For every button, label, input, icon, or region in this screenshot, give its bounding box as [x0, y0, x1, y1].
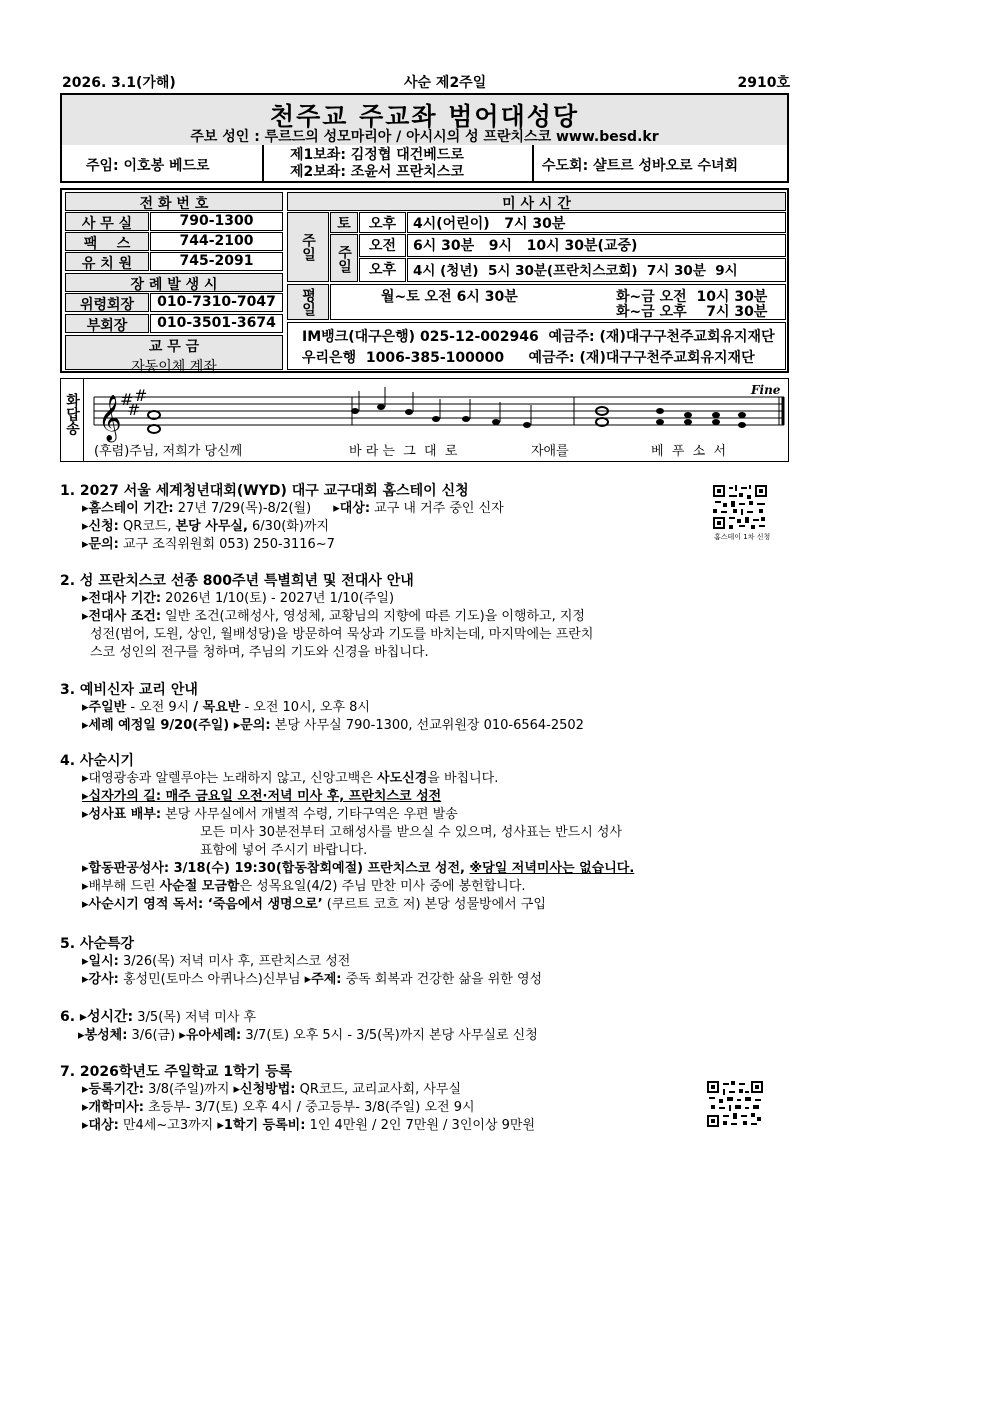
offering-sub: 자동이체 계좌 [131, 359, 217, 375]
bank-2: 우리은행 1006-385-100000 예금주: (재)대구구천주교회유지재단 [302, 350, 755, 366]
title-bar [62, 95, 787, 147]
vice-label: 부회장 [65, 314, 149, 333]
notice-1-l3b: 교구 조직위원회 053) 250-3116~7 [118, 537, 335, 552]
notice-7-title: 7. 2026학년도 주일학교 1학기 등록 [60, 1064, 293, 1080]
notice-4 [60, 752, 634, 914]
sun-pm-times: 4시 (청년) 5시 30분(프란치스코회) 7시 30분 9시 [407, 258, 786, 282]
offering-heading: 교 무 금 [148, 339, 200, 355]
sun-label: 주일 [336, 245, 352, 273]
notice-1-l2d: 6/30(화)까지 [247, 519, 330, 534]
notice-2-l1a: ▸전대사 기간: [82, 591, 162, 606]
sisters-cell [532, 145, 787, 181]
sharp-3: # [134, 386, 148, 405]
notice-5-l2c: ▸주제: [304, 972, 342, 987]
notice-1-title: 1. 2027 서울 세계청년대회(WYD) 대구 교구대회 홈스테이 신청 [60, 483, 469, 499]
notice-2-l4: 스코 성인의 전구를 청하며, 주님의 기도와 신경을 바칩니다. [90, 645, 429, 660]
notes [148, 387, 746, 433]
pastor-cell [62, 145, 264, 181]
sun-label-box [330, 234, 358, 282]
notice-3 [60, 681, 584, 735]
info-panel [60, 188, 789, 373]
church-header [60, 93, 789, 183]
notice-4-l1c: 을 바칩니다. [427, 771, 499, 786]
notice-7-l1a: ▸등록기간: [82, 1082, 144, 1097]
notice-5 [60, 935, 542, 989]
notice-4-l4: 모든 미사 30분전부터 고해성사를 받으실 수 있으며, 성사표는 반드시 성사 [200, 825, 623, 840]
lyric-4: 베 푸 소 서 [651, 444, 727, 459]
notice-4-l8b: (쿠르트 코흐 저) 본당 성물방에서 구입 [322, 897, 546, 912]
notice-2 [60, 572, 593, 662]
psalm-label: 화답송 [64, 393, 80, 435]
notice-4-l5: 표함에 넣어 주시기 바랍니다. [200, 843, 368, 858]
qr-code-homestay[interactable] [711, 483, 769, 531]
assistant-2: 제2보좌: 조윤서 프란치스코 [290, 164, 464, 180]
notice-4-l7a: ▸배부해 드린 [82, 879, 160, 894]
weekday-label-box [287, 284, 329, 320]
notice-2-l3: 성전(범어, 도원, 상인, 월배성당)을 방문하여 묵상과 기도를 바치는데, 마지막에는 프란치 [90, 627, 594, 642]
notice-3-l2b: 본당 사무실 790-1300, 선교위원장 010-6564-2502 [270, 718, 584, 733]
pastor: 주임: 이호봉 베드로 [86, 158, 210, 174]
notice-1-l2a: ▸신청: [82, 519, 119, 534]
phones-heading: 전 화 번 호 [65, 192, 283, 211]
notice-4-title: 4. 사순시기 [60, 753, 135, 769]
notice-4-l8a: ▸사순시기 영적 독서: ‘죽음에서 생명으로’ [82, 897, 323, 912]
notice-6-l1b: 3/6(금) [127, 1028, 180, 1043]
notice-1-l1b: 27년 7/29(목)-8/2(월) [173, 501, 312, 516]
bulletin-date: 2026. 3.1(가해) [62, 75, 176, 91]
notice-2-l2a: ▸전대사 조건: [82, 609, 162, 624]
notice-3-l2a: ▸세례 예정일 9/20(주일) ▸문의: [82, 718, 271, 733]
notice-3-l1d: - 오전 10시, 오후 8시 [240, 700, 370, 715]
notice-3-l1c: / 목요반 [193, 700, 241, 715]
office-phone: 790-1300 [150, 212, 283, 231]
liturgical-season: 사순 제2주일 [404, 75, 487, 91]
notice-5-l2d: 중독 회복과 건강한 삶을 위한 영성 [341, 972, 543, 987]
religious-order: 수도회: 샬트르 성바오로 수녀회 [542, 158, 739, 174]
vice-phone: 010-3501-3674 [150, 314, 283, 333]
sharp-2: # [127, 400, 141, 419]
mass-heading: 미 사 시 간 [287, 192, 786, 211]
notice-6-t2: 3/5(목) 저녁 미사 후 [133, 1010, 257, 1025]
bank-accounts [287, 322, 786, 370]
notice-7-l2b: 초등부- 3/7(토) 오후 4시 / 중고등부- 3/8(주일) 오전 9시 [143, 1100, 475, 1115]
sat-pm-label: 오후 [359, 212, 406, 233]
notice-7-l1d: QR코드, 교리교사회, 사무실 [295, 1082, 462, 1097]
notice-3-l1b: - 오전 9시 [126, 700, 194, 715]
notice-6 [60, 1008, 538, 1045]
notice-1-l3a: ▸문의: [82, 537, 119, 552]
notice-1-l2b: QR코드, [118, 519, 176, 534]
notice-3-title: 3. 예비신자 교리 안내 [60, 682, 198, 698]
sun-am-times: 6시 30분 9시 10시 30분(교중) [407, 234, 786, 257]
kinder-label: 유 치 원 [65, 252, 149, 271]
sharp-1: # [120, 390, 134, 409]
notice-5-l1a: ▸일시: [82, 954, 119, 969]
lyric-1: (후렴)주님, 저희가 당신께 [94, 444, 243, 459]
notice-7-l3c: ▸1학기 등록비: [217, 1118, 306, 1133]
notice-1-l1a: ▸홈스테이 기간: [82, 501, 174, 516]
qr-code-sunday-school[interactable] [707, 1081, 763, 1127]
notice-7-l3d: 1인 4만원 / 2인 7만원 / 3인이상 9만원 [305, 1118, 536, 1133]
weekday-left: 월~토 오전 6시 30분 [381, 289, 518, 305]
clergy-row [62, 145, 787, 181]
date-line [62, 72, 790, 92]
sat-label: 토 [330, 212, 358, 233]
notice-2-l1b: 2026년 1/10(토) - 2027년 1/10(주일) [161, 591, 395, 606]
notice-2-l2b: 일반 조건(고해성사, 영성체, 교황님의 지향에 따른 기도)을 이행하고, 지정 [161, 609, 585, 624]
sat-times: 4시(어린이) 7시 30분 [407, 212, 786, 233]
notice-4-l6b: 3/18(수) 19:30(합동참회예절) 프란치스코 성전, [169, 861, 470, 876]
notice-6-l1c: ▸유아세례: [179, 1028, 242, 1043]
responsorial-psalm [60, 378, 789, 462]
treble-clef: 𝄞 [98, 395, 122, 441]
patron-saints: 주보 성인 : 루르드의 성모마리아 / 아시시의 성 프란치스코 www.besd.kr [190, 129, 659, 145]
funeral-heading: 장 례 발 생 시 [65, 273, 283, 292]
fax-number: 744-2100 [150, 232, 283, 251]
notice-5-title: 5. 사순특강 [60, 936, 135, 952]
weekday-right-1: 화~금 오전 10시 30분 [616, 289, 768, 305]
notice-6-l1d: 3/7(토) 오후 5시 - 3/5(목)까지 본당 사무실로 신청 [241, 1028, 538, 1043]
notice-4-l6c: ※당일 저녁미사는 없습니다. [469, 861, 635, 876]
notice-5-l2b: 홍성민(토마스 아퀴나스)신부님 [118, 972, 305, 987]
psalm-label-box [61, 379, 84, 461]
issue-number: 2910호 [737, 75, 790, 91]
fine-mark: Fine [751, 383, 781, 397]
notice-1-l2c: 본당 사무실, [175, 519, 248, 534]
notice-4-l3a: ▸성사표 배부: [82, 807, 162, 822]
sunday-label-box [287, 212, 329, 282]
notice-7-l1b: 3/8(주일)까지 [143, 1082, 234, 1097]
sun-am-label: 오전 [359, 234, 406, 257]
notice-4-l3b: 본당 사무실에서 개별적 수령, 기타구역은 우편 발송 [161, 807, 458, 822]
notice-7-l3a: ▸대상: [82, 1118, 119, 1133]
notice-4-l7b: 사순절 모금함 [159, 879, 240, 894]
notice-5-l1b: 3/26(목) 저녁 미사 후, 프란치스코 성전 [118, 954, 351, 969]
notice-3-l1a: ▸주일반 [82, 700, 127, 715]
sun-pm-label: 오후 [359, 258, 406, 282]
notice-7 [60, 1063, 535, 1135]
fax-label: 팩 스 [65, 232, 149, 251]
office-label: 사 무 실 [65, 212, 149, 231]
weekday-label: 평일 [300, 288, 316, 316]
notice-6-l1a: ▸봉성체: [78, 1028, 128, 1043]
notice-7-l3b: 만4세~고3까지 [118, 1118, 218, 1133]
notice-4-l7c: 은 성목요일(4/2) 주님 만찬 미사 중에 봉헌합니다. [239, 879, 526, 894]
notice-4-l1a: ▸대영광송과 알렐루야는 노래하지 않고, 신앙고백은 [82, 771, 378, 786]
notice-1-l1d: 교구 내 거주 중인 신자 [370, 501, 504, 516]
sunday-label: 주일 [300, 233, 316, 261]
weekday-right-2: 화~금 오후 7시 30분 [616, 304, 768, 320]
notice-6-title: 6. ▸성시간: [60, 1009, 134, 1025]
notice-5-l2a: ▸강사: [82, 972, 119, 987]
chair-phone: 010-7310-7047 [150, 293, 283, 312]
qr-caption-homestay: 홈스테이 1차 신청 [714, 533, 771, 541]
assistants-cell [262, 145, 534, 181]
lyric-2: 바 라 는 그 대 로 [349, 444, 458, 459]
assistant-1: 제1보좌: 김정협 대건베드로 [290, 147, 464, 163]
notice-7-l1c: ▸신청방법: [233, 1082, 296, 1097]
notice-4-l1b: 사도신경 [377, 771, 428, 786]
offering-box [65, 335, 283, 375]
lyric-3: 자애를 [531, 444, 569, 459]
notice-4-l2: ▸십자가의 길: 매주 금요일 오전·저녁 미사 후, 프란치스코 성전 [82, 789, 442, 804]
weekday-times [330, 284, 786, 320]
kinder-phone: 745-2091 [150, 252, 283, 271]
church-name: 천주교 주교좌 범어대성당 [269, 102, 580, 131]
notice-4-l6a: ▸합동판공성사: [82, 861, 170, 876]
notice-1-l1c: ▸대상: [333, 501, 371, 516]
notice-1 [60, 482, 504, 554]
notice-7-l2a: ▸개학미사: [82, 1100, 144, 1115]
bank-1: IM뱅크(대구은행) 025-12-002946 예금주: (재)대구구천주교회유지재단 [302, 329, 775, 345]
notice-2-title: 2. 성 프란치스코 선종 800주년 특별희년 및 전대사 안내 [60, 573, 414, 589]
chair-label: 위령회장 [65, 293, 149, 312]
